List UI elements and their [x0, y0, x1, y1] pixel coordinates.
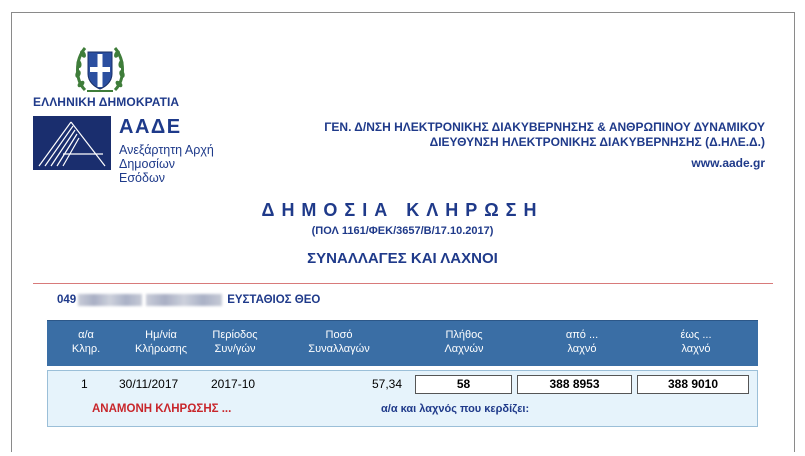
redacted-surname [146, 294, 222, 306]
organization-line1: ΓΕΝ. Δ/ΝΣΗ ΗΛΕΚΤΡΟΝΙΚΗΣ ΔΙΑΚΥΒΕΡΝΗΣΗΣ & ΑΝΘΡΩΠΙΝΟΥ ΔΥΝΑΜΙΚΟΥ [324, 120, 765, 134]
page-subtitle: ΣΥΝΑΛΛΑΓΕΣ ΚΑΙ ΛΑΧΝΟΙ [307, 250, 498, 267]
republic-label: ΕΛΛΗΝΙΚΗ ΔΗΜΟΚΡΑΤΙΑ [33, 95, 180, 109]
taxpayer-info [57, 294, 320, 306]
divider [33, 283, 773, 284]
header-draw-date: Ημ/νία Κλήρωσης [134, 329, 187, 355]
cell-draw-date: 30/11/2017 [119, 377, 179, 391]
aade-subtitle-line1: Ανεξάρτητη Αρχή [119, 143, 214, 157]
header-from-ticket: από ... λαχνό [565, 329, 599, 355]
organization-line2: ΔΙΕΥΘΥΝΣΗ ΗΛΕΚΤΡΟΝΙΚΗΣ ΔΙΑΚΥΒΕΡΝΗΣΗΣ (Δ.ΗΛΕ.Δ.) [429, 135, 765, 149]
redacted-id [78, 294, 142, 306]
header-aa: α/α Κληρ. [71, 329, 101, 355]
ticket-count-field: 58 [415, 375, 512, 394]
table-header [47, 320, 758, 366]
website-link[interactable]: www.aade.gr [691, 156, 765, 170]
header-ticket-count: Πλήθος Λαχνών [444, 329, 484, 355]
legal-reference: (ΠΟΛ 1161/ΦΕΚ/3657/Β/17.10.2017) [311, 225, 494, 237]
from-ticket-field: 388 8953 [517, 375, 632, 394]
header-period: Περίοδος Συν/γών [212, 329, 258, 355]
taxpayer-id-prefix: 049 [57, 294, 77, 306]
cell-aa: 1 [81, 377, 88, 391]
header-amount: Ποσό Συναλλαγών [308, 329, 370, 355]
table-row [47, 370, 758, 427]
page-title: ΔΗΜΟΣΙΑ ΚΛΗΡΩΣΗ [261, 200, 544, 220]
to-ticket-field: 388 9010 [637, 375, 749, 394]
aade-logo-icon [33, 116, 111, 170]
cell-period: 2017-10 [211, 377, 256, 391]
winning-ticket-label: α/α και λαχνός που κερδίζει: [381, 403, 530, 415]
cell-amount: 57,34 [371, 377, 402, 391]
header-to-ticket: έως ... λαχνό [680, 329, 712, 355]
taxpayer-name: ΕΥΣΤΑΘΙΟΣ ΘΕΟ [227, 294, 321, 306]
status-pending: ΑΝΑΜΟΝΗ ΚΛΗΡΩΣΗΣ ... [92, 403, 232, 415]
aade-name: ΑΑΔΕ [119, 116, 182, 138]
aade-logo [33, 116, 219, 185]
greek-coat-of-arms-icon [73, 40, 127, 96]
aade-subtitle-line2: Δημοσίων Εσόδων [119, 157, 175, 185]
